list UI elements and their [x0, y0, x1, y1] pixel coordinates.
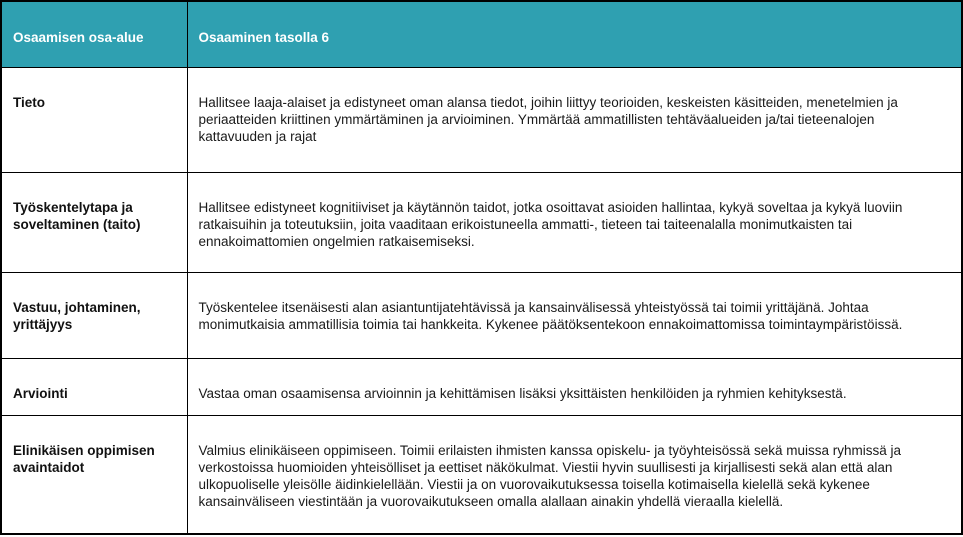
area-cell-arviointi: Arviointi — [1, 358, 187, 415]
table-row — [1, 172, 962, 272]
header-row — [1, 1, 962, 67]
description-cell-tyoskentelytapa: Hallitsee edistyneet kognitiiviset ja käytännön taidot, jotka osoittavat asioiden hallintaa, kykyä soveltaa ja kykyä luoviin ratkaisuihin ja toteutuksiin, joita vaaditaan erikoistuneella ammatti-, tieteen tai taiteenalalla monimutkaisten tai ennakoimattomien ongelmien ratkaisemiseksi. — [187, 172, 962, 272]
area-cell-tieto: Tieto — [1, 67, 187, 172]
header-cell-competence-area: Osaamisen osa-alue — [1, 1, 187, 67]
table-row — [1, 415, 962, 534]
description-cell-tieto: Hallitsee laaja-alaiset ja edistyneet oman alansa tiedot, joihin liittyy teorioiden, keskeisten käsitteiden, menetelmien ja periaatteiden kriittinen ymmärtäminen ja arvioiminen. Ymmärtää ammatillisten tehtäväalueiden ja/tai tieteenalojen kattavuuden ja rajat — [187, 67, 962, 172]
table-body — [1, 67, 962, 534]
description-cell-arviointi: Vastaa oman osaamisensa arvioinnin ja kehittämisen lisäksi yksittäisten henkilöiden ja ryhmien kehityksestä. — [187, 358, 962, 415]
description-cell-elinikainen-oppiminen: Valmius elinikäiseen oppimiseen. Toimii erilaisten ihmisten kanssa opiskelu- ja työyhteisössä sekä muissa ryhmissä ja verkostoissa huomioiden yhteisölliset ja eettiset näkökulmat. Viestii hyvin suullisesti ja kirjallisesti sekä alan että alan ulkopuoliselle yleisölle äidinkielellään. Viestii ja on vuorovaikutuksessa toisella kotimaisella kielellä sekä kykenee kansainväliseen viestintään ja vuorovaikutukseen omalla alallaan ainakin yhdellä vieraalla kielellä. — [187, 415, 962, 534]
area-cell-tyoskentelytapa: Työskentelytapa ja soveltaminen (taito) — [1, 172, 187, 272]
table-row — [1, 272, 962, 358]
header-cell-level-6: Osaaminen tasolla 6 — [187, 1, 962, 67]
table-row — [1, 67, 962, 172]
table-row — [1, 358, 962, 415]
area-cell-elinikainen-oppiminen: Elinikäisen oppimisen avaintaidot — [1, 415, 187, 534]
table-header — [1, 1, 962, 67]
description-cell-vastuu: Työskentelee itsenäisesti alan asiantuntijatehtävissä ja kansainvälisessä yhteistyössä tai toimii yrittäjänä. Johtaa monimutkaisia ammatillisia toimia tai hankkeita. Kykenee päätöksentekoon ennakoimattomissa toimintaympäristöissä. — [187, 272, 962, 358]
area-cell-vastuu: Vastuu, johtaminen, yrittäjyys — [1, 272, 187, 358]
